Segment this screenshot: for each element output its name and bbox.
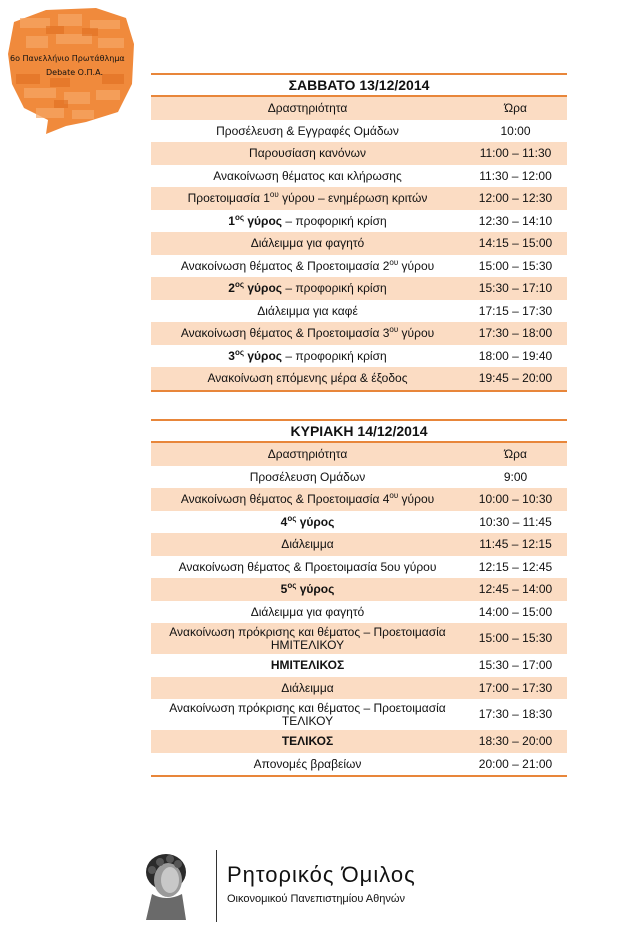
schedule-row bbox=[151, 677, 567, 700]
ordinal-suffix: ος bbox=[234, 212, 245, 222]
round-label: γύρος bbox=[296, 582, 335, 597]
activity-cell: Προσέλευση Ομάδων bbox=[249, 469, 366, 484]
ordinal-suffix: ος bbox=[234, 280, 245, 290]
schedule-row bbox=[151, 511, 567, 534]
round-number: 2 bbox=[228, 281, 235, 296]
sunday-schedule bbox=[151, 419, 567, 777]
activity-cell: Ανακοίνωση πρόκρισης και θέματος – Προετοιμασία ΤΕΛΙΚΟΥ bbox=[169, 700, 446, 728]
time-cell: 17:15 – 17:30 bbox=[478, 303, 553, 318]
activity-cell: Διάλειμμα bbox=[281, 680, 334, 695]
activity-text: Ανακοίνωση θέματος & Προετοιμασία 4 bbox=[180, 492, 390, 507]
activity-text: Ανακοίνωση θέματος & Προετοιμασία 2 bbox=[180, 258, 390, 273]
schedule-row bbox=[151, 210, 567, 233]
schedule-row bbox=[151, 601, 567, 624]
schedule-row bbox=[151, 300, 567, 323]
activity-text: Ανακοίνωση θέματος & Προετοιμασία 3 bbox=[180, 326, 390, 341]
activity-text: γύρου bbox=[398, 258, 435, 273]
activity-cell bbox=[151, 281, 464, 295]
schedule-row bbox=[151, 753, 567, 776]
header-activity: Δραστηριότητα bbox=[267, 101, 348, 116]
activity-cell: Διάλειμμα bbox=[281, 537, 334, 552]
schedule-row bbox=[151, 466, 567, 489]
schedule-row bbox=[151, 232, 567, 255]
ordinal-suffix: ου bbox=[269, 190, 279, 200]
sunday-title: ΚΥΡΙΑΚΗ 14/12/2014 bbox=[151, 419, 567, 443]
time-cell: 15:00 – 15:30 bbox=[478, 258, 553, 273]
ordinal-suffix: ος bbox=[287, 513, 297, 523]
time-cell: 15:30 – 17:10 bbox=[478, 281, 553, 296]
round-label: γύρος bbox=[244, 213, 283, 228]
time-cell: 11:30 – 12:00 bbox=[479, 168, 552, 183]
schedule-row bbox=[151, 533, 567, 556]
logo-text-line2: Debate Ο.Π.Α. bbox=[46, 68, 104, 77]
schedule-row bbox=[151, 367, 567, 390]
time-cell: 17:00 – 17:30 bbox=[478, 680, 553, 695]
time-cell: 17:30 – 18:30 bbox=[478, 707, 553, 721]
saturday-schedule bbox=[151, 73, 567, 392]
activity-cell: Διάλειμμα για φαγητό bbox=[250, 604, 365, 619]
time-cell: 15:30 – 17:00 bbox=[478, 658, 553, 673]
schedule-row bbox=[151, 165, 567, 188]
activity-cell bbox=[151, 326, 464, 340]
activity-cell: Παρουσίαση κανόνων bbox=[249, 146, 366, 161]
schedule-row bbox=[151, 699, 567, 730]
round-number: 1 bbox=[228, 213, 235, 228]
round-number: 3 bbox=[228, 348, 235, 363]
time-cell: 18:00 – 19:40 bbox=[478, 348, 553, 363]
activity-cell bbox=[151, 515, 464, 529]
schedule-row bbox=[151, 255, 567, 278]
schedule-row bbox=[151, 730, 567, 753]
round-number: 4 bbox=[280, 514, 288, 529]
activity-text: γύρου bbox=[398, 326, 435, 341]
event-logo bbox=[6, 4, 136, 134]
time-cell: 14:00 – 15:00 bbox=[478, 604, 553, 619]
saturday-title: ΣΑΒΒΑΤΟ 13/12/2014 bbox=[151, 73, 567, 97]
schedule-row bbox=[151, 142, 567, 165]
activity-text: Προετοιμασία 1 bbox=[187, 191, 270, 206]
activity-cell: Απονομές βραβείων bbox=[253, 756, 362, 771]
time-cell: 15:00 – 15:30 bbox=[478, 631, 553, 645]
schedule-row bbox=[151, 187, 567, 210]
round-label: γύρος bbox=[244, 281, 283, 296]
activity-cell bbox=[151, 191, 464, 205]
time-cell: 9:00 bbox=[503, 469, 528, 484]
activity-cell: ΗΜΙΤΕΛΙΚΟΣ bbox=[270, 658, 345, 673]
time-cell: 10:00 bbox=[500, 123, 531, 138]
schedule-row bbox=[151, 578, 567, 601]
ordinal-suffix: ου bbox=[389, 325, 399, 335]
activity-cell bbox=[151, 349, 464, 363]
bust-icon bbox=[130, 850, 206, 920]
schedule-row bbox=[151, 654, 567, 677]
ordinal-suffix: ου bbox=[389, 257, 399, 267]
schedule-row bbox=[151, 277, 567, 300]
activity-cell bbox=[151, 214, 464, 228]
time-cell: 20:00 – 21:00 bbox=[478, 756, 553, 771]
time-cell: 11:45 – 12:15 bbox=[479, 537, 552, 552]
round-number: 5 bbox=[280, 582, 288, 597]
time-cell: 10:00 – 10:30 bbox=[478, 492, 553, 507]
club-subtitle: Οικονομικού Πανεπιστημίου Αθηνών bbox=[227, 893, 405, 905]
activity-cell bbox=[151, 259, 464, 273]
activity-text: γύρου – ενημέρωση κριτών bbox=[278, 191, 428, 206]
saturday-header-row bbox=[151, 97, 567, 120]
time-cell: 12:00 – 12:30 bbox=[478, 191, 553, 206]
activity-text: – προφορική κρίση bbox=[282, 213, 387, 228]
activity-cell: Διάλειμμα για φαγητό bbox=[250, 236, 365, 251]
round-label: γύρος bbox=[244, 348, 283, 363]
activity-text: – προφορική κρίση bbox=[282, 281, 387, 296]
activity-cell: ΤΕΛΙΚΟΣ bbox=[281, 734, 334, 749]
time-cell: 10:30 – 11:45 bbox=[479, 514, 552, 529]
activity-cell bbox=[151, 492, 464, 506]
time-cell: 12:45 – 14:00 bbox=[478, 582, 553, 597]
time-cell: 18:30 – 20:00 bbox=[478, 734, 553, 749]
time-cell: 17:30 – 18:00 bbox=[478, 326, 553, 341]
sunday-header-row bbox=[151, 443, 567, 466]
time-cell: 14:15 – 15:00 bbox=[478, 236, 553, 251]
activity-cell: Ανακοίνωση θέματος και κλήρωσης bbox=[213, 168, 402, 183]
schedule-row bbox=[151, 488, 567, 511]
time-cell: 12:30 – 14:10 bbox=[478, 213, 553, 228]
time-cell: 19:45 – 20:00 bbox=[478, 371, 553, 386]
schedule-row bbox=[151, 556, 567, 579]
activity-cell: Προσέλευση & Εγγραφές Ομάδων bbox=[216, 123, 399, 138]
activity-cell: Ανακοίνωση πρόκρισης και θέματος – Προετοιμασία ΗΜΙΤΕΛΙΚΟΥ bbox=[169, 624, 446, 652]
ordinal-suffix: ος bbox=[234, 347, 245, 357]
header-time: Ώρα bbox=[504, 447, 527, 462]
header-time: Ώρα bbox=[504, 101, 527, 116]
ordinal-suffix: ος bbox=[287, 581, 297, 591]
club-name: Ρητορικός Όμιλος bbox=[227, 862, 416, 887]
activity-text: – προφορική κρίση bbox=[282, 348, 387, 363]
schedule-row bbox=[151, 120, 567, 143]
time-cell: 12:15 – 12:45 bbox=[478, 559, 553, 574]
schedule-row bbox=[151, 322, 567, 345]
activity-cell: Διάλειμμα για καφέ bbox=[257, 303, 358, 318]
schedule-row bbox=[151, 345, 567, 368]
activity-cell bbox=[151, 582, 464, 596]
logo-text-line1: 6ο Πανελλήνιο Πρωτάθλημα bbox=[10, 54, 125, 63]
time-cell: 11:00 – 11:30 bbox=[479, 146, 552, 161]
schedule-row bbox=[151, 623, 567, 654]
round-label: γύρος bbox=[296, 514, 335, 529]
ordinal-suffix: ου bbox=[389, 491, 399, 501]
footer-divider bbox=[216, 850, 217, 922]
activity-text: γύρου bbox=[398, 492, 435, 507]
activity-cell: Ανακοίνωση θέματος & Προετοιμασία 5ου γύρου bbox=[178, 559, 437, 574]
header-activity: Δραστηριότητα bbox=[267, 447, 348, 462]
footer-logo bbox=[130, 850, 490, 922]
activity-cell: Ανακοίνωση επόμενης μέρα & έξοδος bbox=[207, 371, 408, 386]
